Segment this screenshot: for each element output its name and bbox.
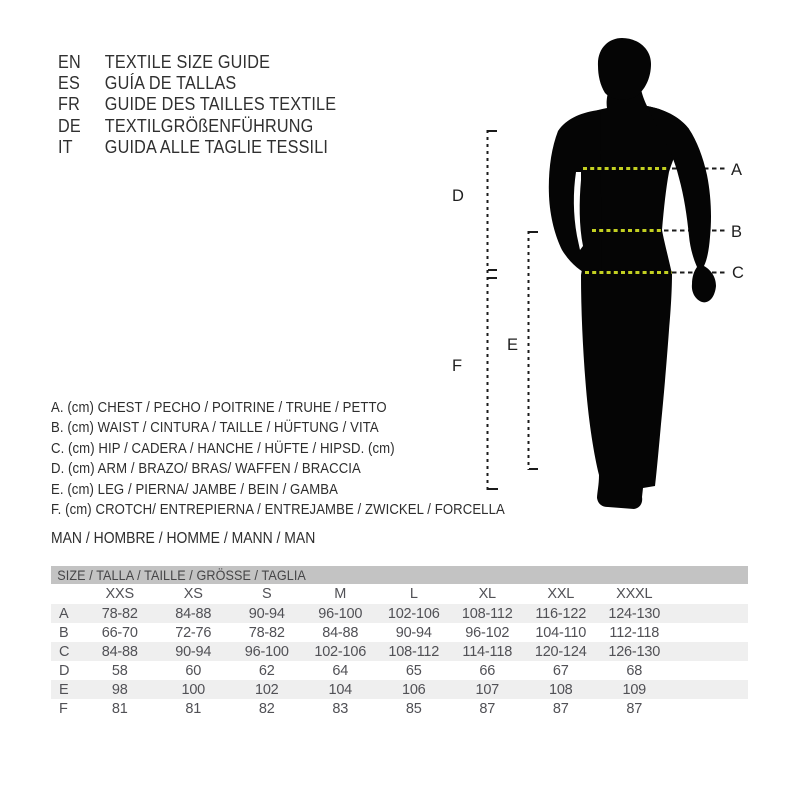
size-value-cell: 96-100 [318, 605, 363, 622]
table-row [51, 604, 748, 623]
size-value-cell: 85 [405, 700, 422, 717]
label-a: A [731, 161, 743, 179]
table-row [51, 680, 748, 699]
legend-row: B. (cm) WAIST / CINTURA / TAILLE / HÜFTUNG / VITA [51, 420, 379, 437]
table-row [51, 642, 748, 661]
size-column-header: M [334, 586, 347, 602]
size-value-cell: 116-122 [535, 605, 587, 622]
size-value-cell: 66-70 [101, 624, 138, 641]
size-table-header-bar [51, 566, 748, 584]
size-column-header: L [409, 586, 418, 602]
size-value-cell: 84-88 [101, 643, 138, 660]
size-value-cell: 102-106 [387, 605, 440, 622]
size-value-cell: 104 [328, 681, 353, 698]
size-value-cell: 87 [479, 700, 496, 717]
size-value-cell: 65 [405, 662, 422, 679]
size-value-cell: 107 [475, 681, 500, 698]
size-value-cell: 83 [332, 700, 349, 717]
size-value-cell: 98 [111, 681, 128, 698]
language-code: DE [58, 115, 81, 136]
size-table [51, 566, 748, 718]
label-e: E [507, 336, 519, 354]
language-title: GUIDA ALLE TAGLIE TESSILI [104, 136, 329, 157]
label-c: C [732, 264, 744, 282]
size-value-cell: 78-82 [248, 624, 285, 641]
legend-row: E. (cm) LEG / PIERNA/ JAMBE / BEIN / GAMBA [51, 481, 338, 498]
filler-cell [671, 642, 748, 661]
legend-row: A. (cm) CHEST / PECHO / POITRINE / TRUHE / PETTO [51, 400, 387, 416]
size-column-header: XXL [547, 586, 575, 602]
size-value-cell: 90-94 [248, 605, 285, 622]
language-title: GUÍA DE TALLAS [104, 73, 237, 94]
label-d: D [452, 187, 464, 205]
filler-cell [671, 604, 748, 623]
filler-cell [671, 661, 748, 680]
size-value-cell: 102 [254, 681, 279, 698]
size-row-label-header [51, 584, 83, 604]
size-value-cell: 126-130 [608, 643, 661, 660]
size-value-cell: 62 [258, 662, 275, 679]
size-value-cell: 84-88 [175, 605, 212, 622]
size-value-cell: 82 [258, 700, 275, 717]
measure-row-label: C [59, 643, 70, 660]
size-value-cell: 64 [332, 662, 349, 679]
size-value-cell: 78-82 [101, 605, 138, 622]
size-column-header: XXXL [616, 586, 653, 602]
size-column-header: XL [478, 586, 496, 602]
size-value-cell: 66 [479, 662, 496, 679]
size-column-header-row [51, 584, 748, 604]
size-column-header: S [262, 586, 272, 602]
size-value-cell: 108-112 [461, 605, 513, 622]
size-value-cell: 87 [552, 700, 569, 717]
size-value-cell: 60 [185, 662, 202, 679]
size-table-grid [51, 584, 748, 718]
size-value-cell: 120-124 [534, 643, 587, 660]
size-value-cell: 90-94 [395, 624, 432, 641]
size-value-cell: 84-88 [322, 624, 359, 641]
size-value-cell: 100 [181, 681, 206, 698]
label-b: B [731, 223, 743, 241]
size-value-cell: 104-110 [535, 624, 587, 641]
table-row [51, 661, 748, 680]
measure-row-label: A [59, 605, 69, 622]
filler-cell [671, 623, 748, 642]
size-value-cell: 106 [401, 681, 426, 698]
size-value-cell: 108-112 [388, 643, 440, 660]
language-title: TEXTILGRÖßENFÜHRUNG [104, 115, 314, 136]
language-code: ES [58, 73, 80, 94]
size-value-cell: 112-118 [609, 624, 660, 641]
language-code: IT [58, 136, 73, 157]
filler-cell [671, 699, 748, 718]
size-value-cell: 72-76 [175, 624, 212, 641]
filler-cell [671, 680, 748, 699]
language-title: GUIDE DES TAILLES TEXTILE [104, 94, 337, 115]
category-line: MAN / HOMBRE / HOMME / MANN / MAN [51, 530, 316, 547]
size-column-header: XXS [105, 586, 134, 602]
size-column-header: XS [183, 586, 203, 602]
measure-row-label: D [59, 662, 70, 679]
label-f: F [452, 357, 463, 375]
size-value-cell: 96-102 [465, 624, 510, 641]
size-value-cell: 102-106 [314, 643, 367, 660]
size-value-cell: 81 [111, 700, 128, 717]
measurement-legend [51, 398, 505, 520]
size-value-cell: 90-94 [175, 643, 212, 660]
size-value-cell: 58 [111, 662, 128, 679]
size-value-cell: 108 [548, 681, 573, 698]
language-code: EN [58, 52, 81, 72]
size-value-cell: 87 [626, 700, 643, 717]
legend-row: D. (cm) ARM / BRAZO/ BRAS/ WAFFEN / BRACCIA [51, 461, 361, 478]
size-value-cell: 96-100 [244, 643, 289, 660]
table-row [51, 699, 748, 718]
size-value-cell: 68 [626, 662, 643, 679]
measure-row-label: E [59, 681, 69, 698]
size-value-cell: 67 [552, 662, 569, 679]
size-value-cell: 81 [185, 700, 202, 717]
legend-row: C. (cm) HIP / CADERA / HANCHE / HÜFTE / HIPSD. (cm) [51, 440, 395, 457]
size-value-cell: 124-130 [608, 605, 661, 622]
measure-row-label: B [59, 624, 69, 641]
size-table-header-text: SIZE / TALLA / TAILLE / GRÖSSE / TAGLIA [57, 567, 306, 583]
language-code: FR [58, 94, 80, 115]
table-row [51, 623, 748, 642]
language-title: TEXTILE SIZE GUIDE [104, 52, 271, 72]
measure-row-label: F [59, 700, 68, 717]
size-value-cell: 109 [622, 681, 647, 698]
legend-row: F. (cm) CROTCH/ ENTREPIERNA / ENTREJAMBE / ZWICKEL / FORCELLA [51, 502, 505, 519]
size-value-cell: 114-118 [462, 643, 513, 660]
filler-cell [671, 584, 748, 604]
